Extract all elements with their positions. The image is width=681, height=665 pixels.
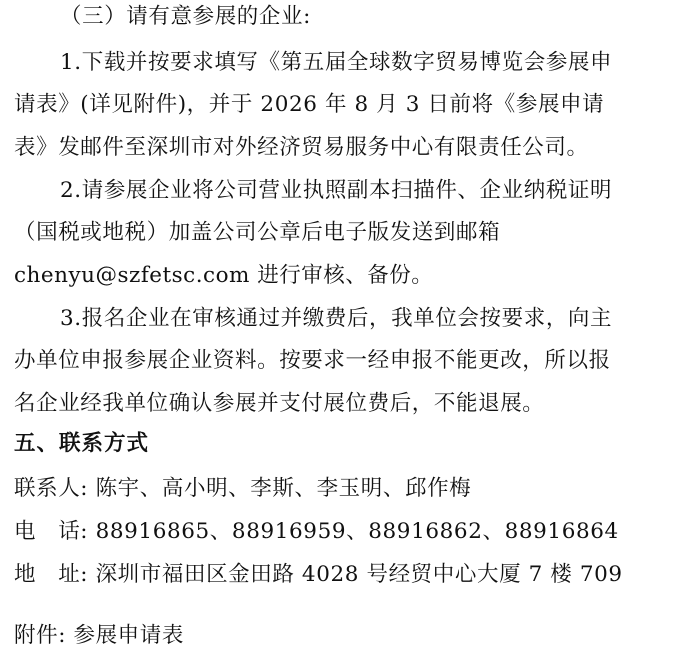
item1-line1: 1.下载并按要求填写《第五届全球数字贸易博览会参展申 — [60, 50, 613, 75]
section-five-title: 五、联系方式 — [14, 431, 150, 456]
item1-line2: 请表》(详见附件)，并于 2026 年 8 月 3 日前将《参展申请 — [14, 92, 605, 117]
attachment-line: 附件: 参展申请表 — [14, 623, 184, 648]
item3-line1: 3.报名企业在审核通过并缴费后，我单位会按要求，向主 — [60, 306, 613, 331]
item2-line2: （国税或地税）加盖公司公章后电子版发送到邮箱 — [14, 220, 501, 245]
item3-line3: 名企业经我单位确认参展并支付展位费后，不能退展。 — [14, 391, 545, 416]
phone-line: 电 话: 88916865、88916959、88916862、88916864 — [14, 519, 619, 544]
item1-line3: 表》发邮件至深圳市对外经济贸易服务中心有限责任公司。 — [14, 135, 589, 160]
item2-line1: 2.请参展企业将公司营业执照副本扫描件、企业纳税证明 — [60, 178, 613, 203]
item2-line3-email: chenyu@szfetsc.com 进行审核、备份。 — [14, 263, 434, 288]
address-line: 地 址: 深圳市福田区金田路 4028 号经贸中心大厦 7 楼 709 — [14, 562, 623, 587]
item3-line2: 办单位申报参展企业资料。按要求一经申报不能更改，所以报 — [14, 348, 611, 373]
contacts-line: 联系人: 陈宇、高小明、李斯、李玉明、邱作梅 — [14, 476, 472, 501]
section-three-title: （三）请有意参展的企业: — [60, 4, 311, 29]
